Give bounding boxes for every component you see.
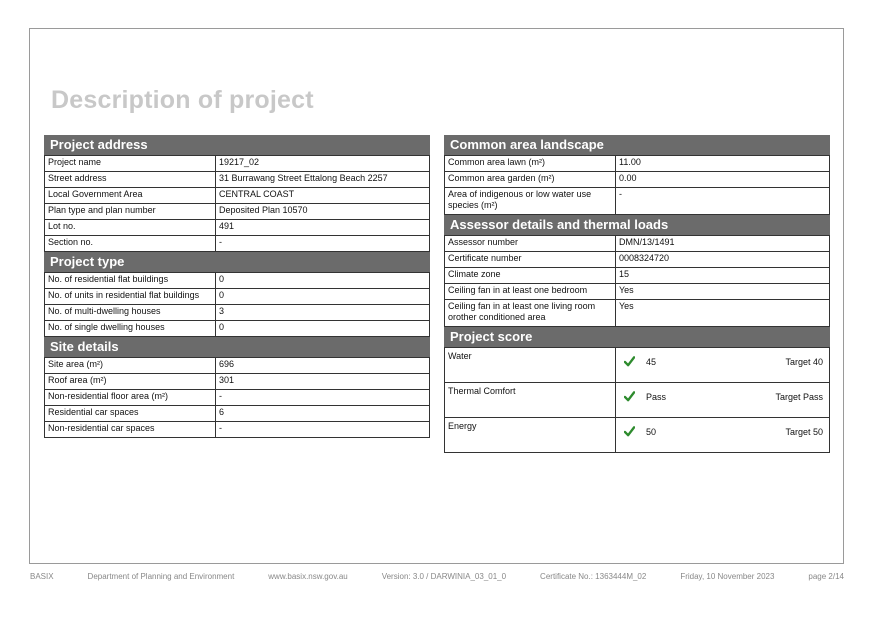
score-label: Water [445,348,616,383]
score-cell [616,418,830,453]
table-row [445,188,830,215]
footer-website: www.basix.nsw.gov.au [268,572,348,581]
checkmark-icon [624,356,635,367]
row-value: 0008324720 [616,252,830,268]
row-label: Project name [45,156,216,172]
row-value: 11.00 [616,156,830,172]
score-label: Energy [445,418,616,453]
table-row [445,300,830,327]
score-label: Thermal Comfort [445,383,616,418]
row-value: 19217_02 [216,156,430,172]
table-row [45,358,430,374]
table-row [445,172,830,188]
row-value: - [216,422,430,438]
project-type-table [44,272,430,337]
footer-page: page 2/14 [808,572,844,581]
table-row [445,418,830,453]
project-address-table [44,155,430,252]
assessor-heading: Assessor details and thermal loads [444,215,830,235]
table-row [45,273,430,289]
row-value: DMN/13/1491 [616,236,830,252]
table-row [45,321,430,337]
site-details-heading: Site details [44,337,430,357]
table-row [45,374,430,390]
table-row [445,236,830,252]
row-value: Yes [616,300,830,327]
footer-date: Friday, 10 November 2023 [680,572,775,581]
row-value: CENTRAL COAST [216,188,430,204]
row-label: Street address [45,172,216,188]
table-row [45,422,430,438]
table-row [445,252,830,268]
table-row [45,188,430,204]
site-details-table [44,357,430,438]
row-value: 0 [216,289,430,305]
footer-certificate: Certificate No.: 1363444M_02 [540,572,647,581]
row-label: No. of multi-dwelling houses [45,305,216,321]
table-row [445,383,830,418]
table-row [445,348,830,383]
row-label: Non-residential car spaces [45,422,216,438]
table-row [45,289,430,305]
row-label: Section no. [45,236,216,252]
assessor-table [444,235,830,327]
project-address-heading: Project address [44,135,430,155]
footer-department: Department of Planning and Environment [87,572,235,581]
table-row [45,406,430,422]
row-value: 0.00 [616,172,830,188]
row-label: Ceiling fan in at least one bedroom [445,284,616,300]
row-value: 31 Burrawang Street Ettalong Beach 2257 [216,172,430,188]
score-value: 45 [646,357,657,367]
left-column [44,135,430,438]
row-label: No. of units in residential flat buildings [45,289,216,305]
row-label: Plan type and plan number [45,204,216,220]
score-cell [616,348,830,383]
score-value: 50 [646,427,657,437]
row-label: Roof area (m²) [45,374,216,390]
row-value: 3 [216,305,430,321]
row-value: - [216,390,430,406]
row-value: - [616,188,830,215]
row-value: 0 [216,273,430,289]
row-label: Climate zone [445,268,616,284]
row-label: Area of indigenous or low water use species (m²) [445,188,616,215]
table-row [445,284,830,300]
footer-basix: BASIX [30,572,54,581]
common-area-table [444,155,830,215]
row-value: 491 [216,220,430,236]
row-value: Deposited Plan 10570 [216,204,430,220]
table-row [45,156,430,172]
row-label: Non-residential floor area (m²) [45,390,216,406]
row-value: 15 [616,268,830,284]
row-value: 0 [216,321,430,337]
row-label: Residential car spaces [45,406,216,422]
table-row [45,220,430,236]
table-row [45,236,430,252]
table-row [45,390,430,406]
score-target: Target 50 [785,427,823,437]
checkmark-icon [624,426,635,437]
score-cell [616,383,830,418]
row-label: Ceiling fan in at least one living room orother conditioned area [445,300,616,327]
row-label: No. of single dwelling houses [45,321,216,337]
table-row [445,156,830,172]
project-score-heading: Project score [444,327,830,347]
table-row [445,268,830,284]
row-label: Lot no. [45,220,216,236]
row-label: Certificate number [445,252,616,268]
score-target: Target Pass [775,392,823,402]
right-column [444,135,830,453]
row-value: 6 [216,406,430,422]
table-row [45,172,430,188]
checkmark-icon [624,391,635,402]
score-target: Target 40 [785,357,823,367]
row-label: Common area garden (m²) [445,172,616,188]
project-type-heading: Project type [44,252,430,272]
row-label: Site area (m²) [45,358,216,374]
row-label: Local Government Area [45,188,216,204]
page-title: Description of project [51,86,314,114]
row-value: 696 [216,358,430,374]
table-row [45,204,430,220]
score-value: Pass [646,392,667,402]
project-score-table [444,347,830,453]
row-value: Yes [616,284,830,300]
page-footer [30,572,844,581]
row-value: 301 [216,374,430,390]
table-row [45,305,430,321]
common-area-heading: Common area landscape [444,135,830,155]
footer-version: Version: 3.0 / DARWINIA_03_01_0 [381,572,507,581]
row-value: - [216,236,430,252]
row-label: No. of residential flat buildings [45,273,216,289]
row-label: Assessor number [445,236,616,252]
row-label: Common area lawn (m²) [445,156,616,172]
